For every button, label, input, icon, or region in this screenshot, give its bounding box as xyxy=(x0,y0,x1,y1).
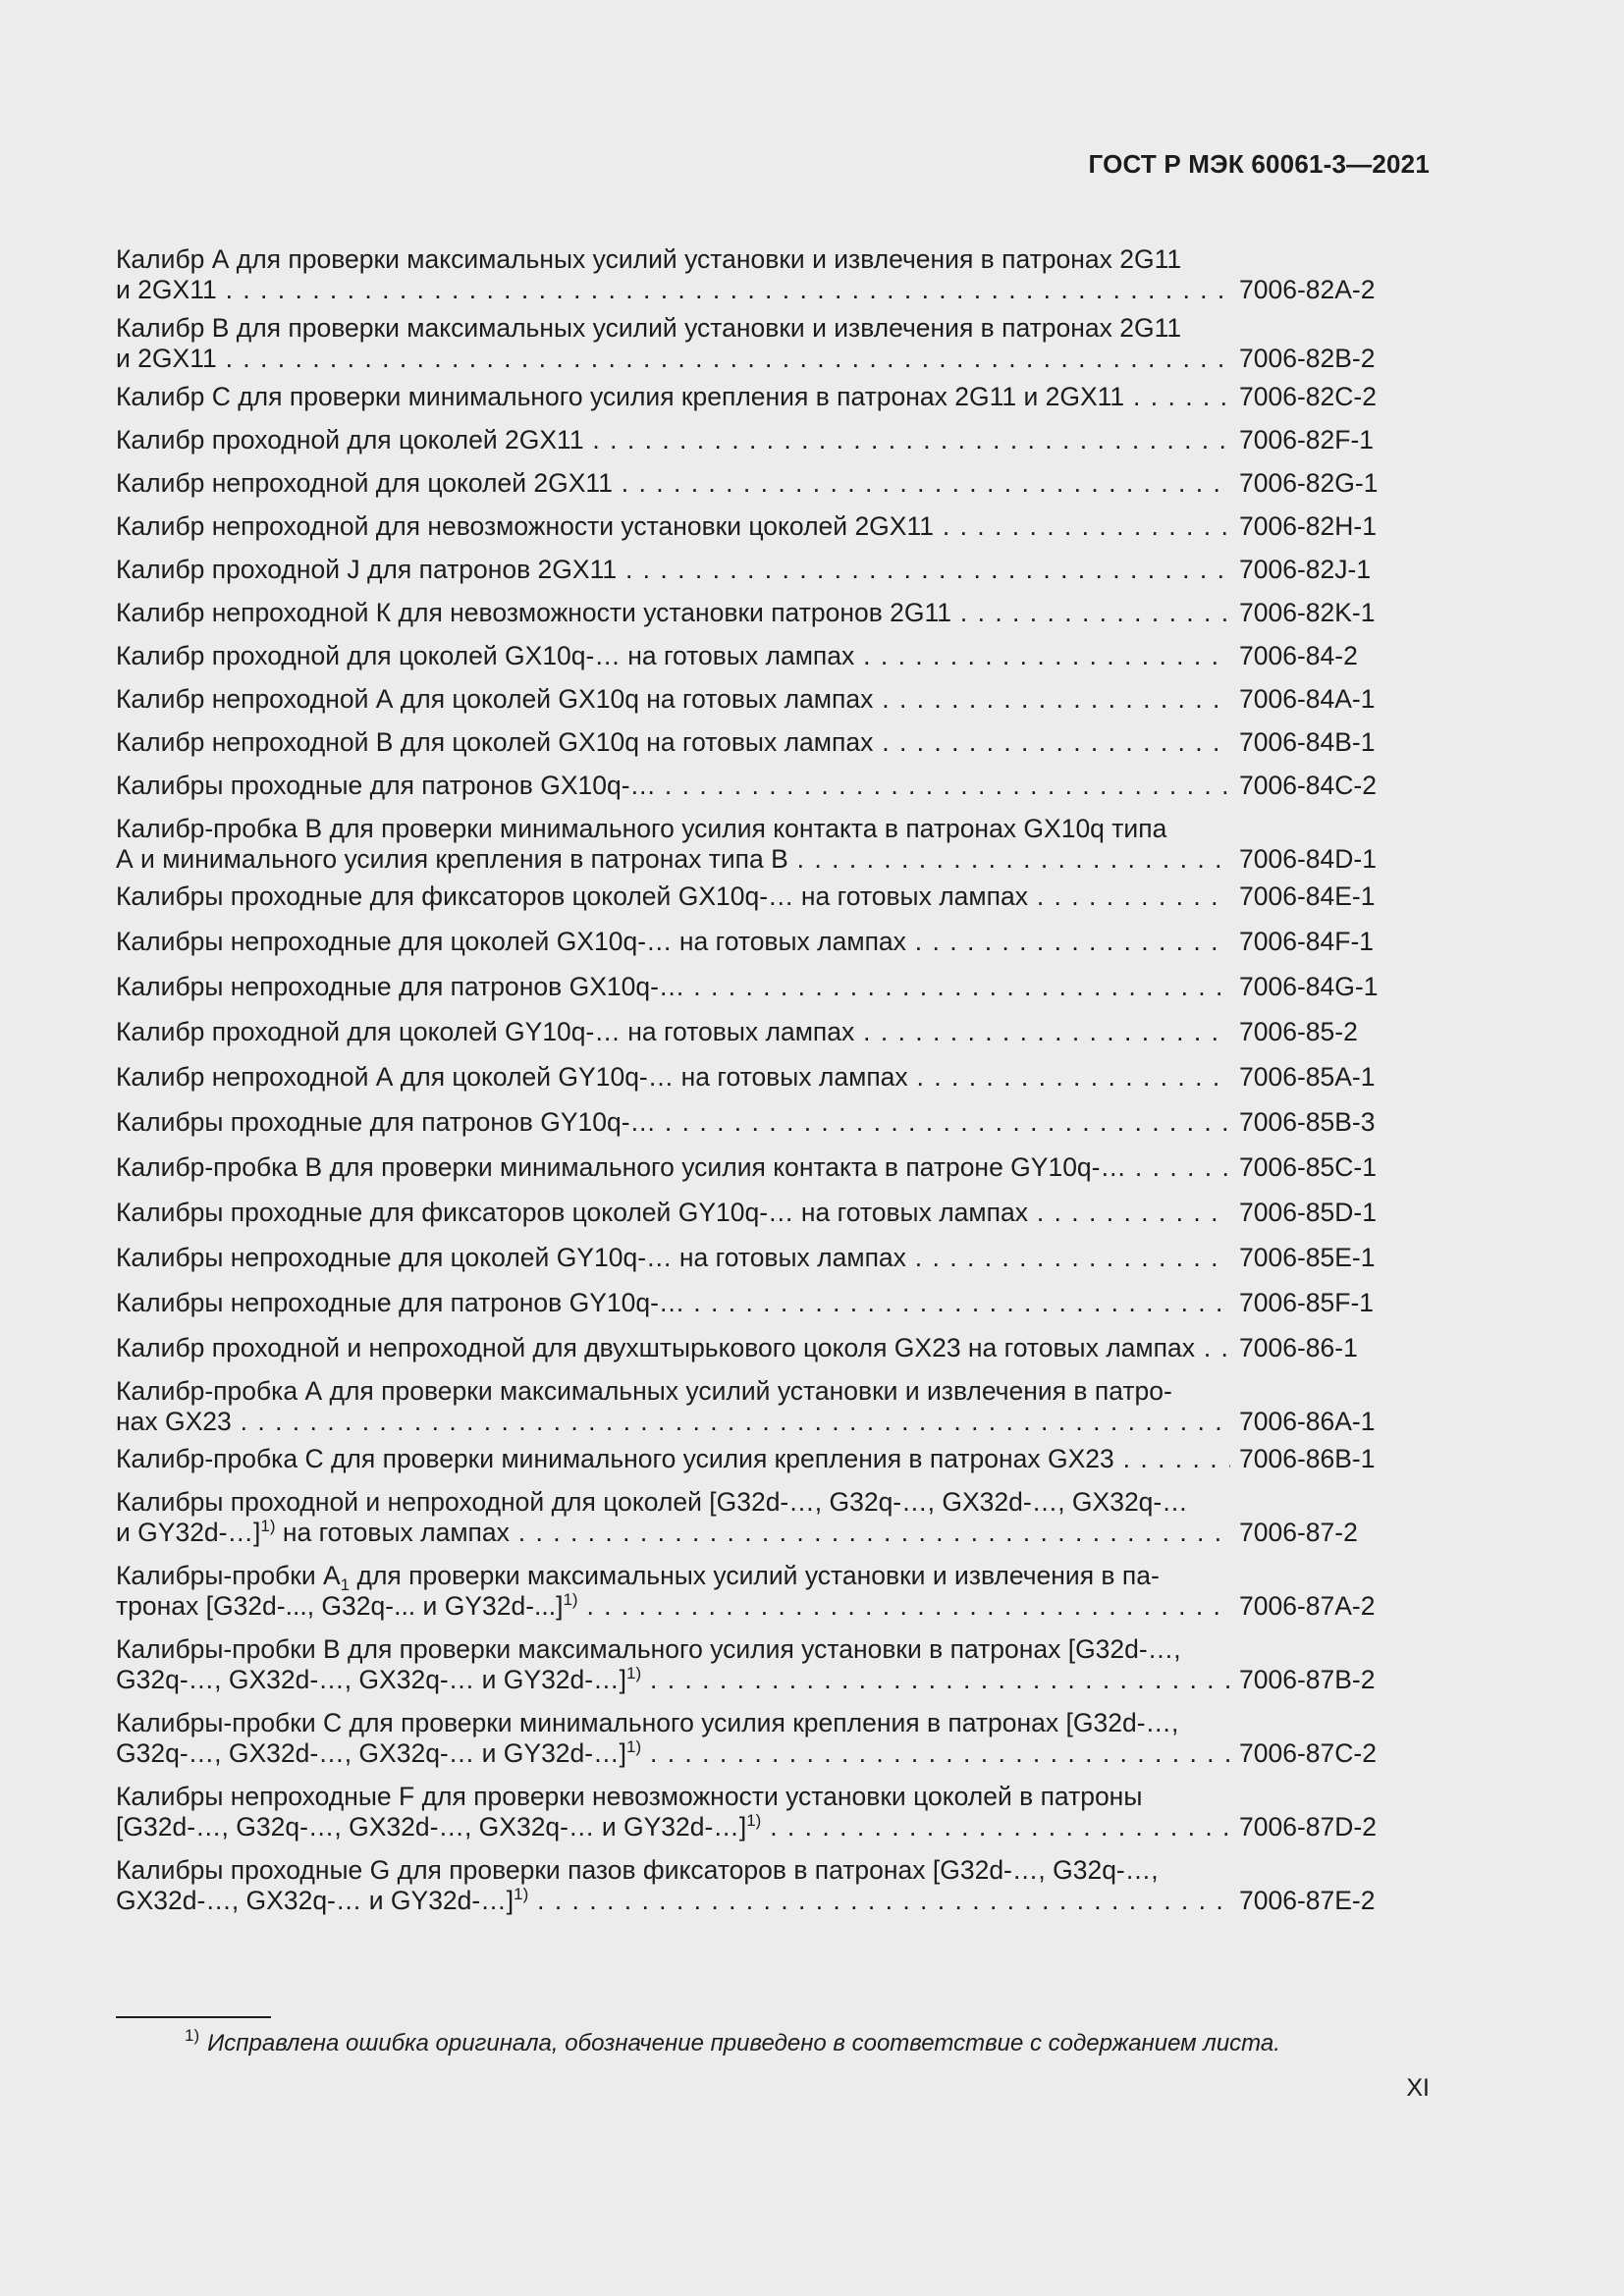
gauge-sheet-number: 7006-85A-1 xyxy=(1239,1062,1376,1092)
entry-title-text: Калибры-пробки А xyxy=(116,1561,341,1590)
footnote-reference: 1) xyxy=(260,1517,276,1535)
entry-title-line xyxy=(116,814,1230,844)
gauge-sheet-number: 7006-82C-2 xyxy=(1239,382,1377,411)
toc-entry xyxy=(116,727,1430,758)
gauge-sheet-number: 7006-86B-1 xyxy=(1239,1444,1376,1473)
toc-entry xyxy=(116,1243,1430,1273)
entry-title-text: Калибр С для проверки минимального усилия крепления в патронах 2G11 и 2GX11 xyxy=(116,382,1125,411)
footnote-reference: 1) xyxy=(514,1885,529,1903)
gauge-sheet-number: 7006-82G-1 xyxy=(1239,468,1379,498)
footnote-reference: 1) xyxy=(625,1737,642,1756)
toc-entry xyxy=(116,468,1430,499)
gauge-sheet-number: 7006-85C-1 xyxy=(1239,1152,1377,1182)
entry-title-text: и 2GX11 xyxy=(116,275,217,304)
entry-title xyxy=(116,771,1230,801)
entry-title-text: Калибр проходной для цоколей GX10q-… на готовых лампах xyxy=(116,641,855,670)
footnote-mark: 1) xyxy=(185,2026,200,2045)
gauge-sheet-number: 7006-87A-2 xyxy=(1239,1591,1376,1621)
footnote-text: Исправлена ошибка оригинала, обозначение приведено в соответствие с содержанием листа. xyxy=(207,2030,1280,2056)
entry-title-line xyxy=(116,1152,1230,1183)
entry-title-text: Калибр проходной J для патронов 2GX11 xyxy=(116,555,618,584)
entry-title xyxy=(116,1561,1230,1622)
toc-entry xyxy=(116,382,1430,412)
toc-entry xyxy=(116,1198,1430,1228)
gauge-sheet-number: 7006-82F-1 xyxy=(1239,425,1375,454)
entry-title xyxy=(116,598,1230,628)
entry-title-line xyxy=(116,1288,1230,1318)
entry-title-text: Калибры-пробки С для проверки минимального усилия крепления в патронах [G32d-…, xyxy=(116,1708,1179,1737)
entry-title-line xyxy=(116,1376,1230,1407)
entry-title-text: А и минимального усилия крепления в патронах типа В xyxy=(116,844,788,874)
entry-title-text: Калибры-пробки В для проверки максимального усилия установки в патронах [G32d-…, xyxy=(116,1634,1181,1664)
entry-title-text: для проверки максимальных усилий установки и извлечения в па- xyxy=(350,1561,1160,1590)
gauge-sheet-number: 7006-87E-2 xyxy=(1239,1886,1376,1915)
entry-title-text: Калибр непроходной для невозможности установки цоколей 2GX11 xyxy=(116,511,934,541)
entry-title-text: Калибр-пробка В для проверки минимального усилия контакта в патроне GY10q-… xyxy=(116,1152,1126,1182)
gauge-sheet-number: 7006-84-2 xyxy=(1239,641,1358,670)
entry-title-text: GX32d-…, GX32q-… и GY32d-…] xyxy=(116,1886,514,1915)
toc-entry xyxy=(116,1855,1430,1916)
entry-title-text: Калибр-пробка В для проверки минимального усилия контакта в патронах GX10q типа xyxy=(116,814,1167,843)
entry-title-text: Калибр В для проверки максимальных усилий установки и извлечения в патронах 2G11 xyxy=(116,313,1182,343)
entry-title-text: Калибр проходной для цоколей GY10q-… на готовых лампах xyxy=(116,1017,855,1046)
entry-title xyxy=(116,1487,1230,1548)
entry-title-line xyxy=(116,1062,1230,1093)
entry-title-text: Калибры проходные G для проверки пазов фиксаторов в патронах [G32d-…, G32q-…, xyxy=(116,1855,1159,1885)
toc-entry xyxy=(116,1561,1430,1622)
entry-title-line xyxy=(116,425,1230,455)
toc-entry xyxy=(116,1444,1430,1474)
toc-entry xyxy=(116,684,1430,715)
entry-title-text: Калибр непроходной В для цоколей GX10q на готовых лампах xyxy=(116,727,874,757)
toc-entry xyxy=(116,555,1430,585)
entry-title xyxy=(116,1634,1230,1695)
toc-entry xyxy=(116,1708,1430,1769)
entry-title-line xyxy=(116,1107,1230,1138)
entry-title-line xyxy=(116,1665,1230,1695)
entry-title-text: Калибр-пробка С для проверки минимального усилия крепления в патронах GX23 xyxy=(116,1444,1114,1473)
toc-entry xyxy=(116,972,1430,1002)
entry-title-line xyxy=(116,1855,1230,1886)
entry-title-line xyxy=(116,1487,1230,1518)
entry-title-line xyxy=(116,1198,1230,1228)
entry-title-text: Калибр непроходной А для цоколей GY10q-… на готовых лампах xyxy=(116,1062,908,1092)
gauge-sheet-number: 7006-87B-2 xyxy=(1239,1665,1376,1694)
entry-title-line xyxy=(116,1708,1230,1738)
gauge-sheet-number: 7006-82B-2 xyxy=(1239,344,1376,373)
gauge-sheet-number: 7006-82K-1 xyxy=(1239,598,1376,627)
entry-title xyxy=(116,468,1230,499)
entry-title-line xyxy=(116,1886,1230,1916)
entry-title-text: Калибры проходные для патронов GY10q-… xyxy=(116,1107,657,1137)
entry-title-line xyxy=(116,1017,1230,1047)
entry-title xyxy=(116,684,1230,715)
gauge-sheet-number: 7006-84C-2 xyxy=(1239,771,1377,800)
entry-title-text: Калибр непроходной А для цоколей GX10q на готовых лампах xyxy=(116,684,874,714)
entry-title-text: Калибры непроходные для патронов GY10q-… xyxy=(116,1288,685,1317)
entry-title-text: Калибры непроходные для цоколей GX10q-… на готовых лампах xyxy=(116,927,906,956)
toc-entry xyxy=(116,244,1430,305)
entry-title-line xyxy=(116,727,1230,758)
gauge-sheet-number: 7006-84D-1 xyxy=(1239,844,1377,874)
footnote-reference: 1) xyxy=(625,1664,642,1682)
entry-title-line xyxy=(116,511,1230,542)
entry-title xyxy=(116,814,1230,875)
entry-title-line xyxy=(116,1591,1230,1622)
entry-title-text: Калибр непроходной К для невозможности установки патронов 2G11 xyxy=(116,598,952,627)
entry-title-text: Калибр проходной для цоколей 2GX11 xyxy=(116,425,584,454)
toc-entry xyxy=(116,1017,1430,1047)
entry-title xyxy=(116,1198,1230,1228)
toc-entry xyxy=(116,771,1430,801)
entry-title-text: G32q-…, GX32d-…, GX32q-… и GY32d-…] xyxy=(116,1738,626,1768)
toc-entry xyxy=(116,1333,1430,1363)
entry-title xyxy=(116,727,1230,758)
entry-title-line xyxy=(116,927,1230,957)
gauge-sheet-number: 7006-86-1 xyxy=(1239,1333,1358,1362)
entry-title-line xyxy=(116,313,1230,344)
toc-entry xyxy=(116,425,1430,455)
entry-title-line xyxy=(116,844,1230,875)
gauge-sheet-number: 7006-85-2 xyxy=(1239,1017,1358,1046)
gauge-sheet-number: 7006-87D-2 xyxy=(1239,1812,1377,1842)
subscript: 1 xyxy=(340,1575,351,1594)
gauge-sheet-number: 7006-84F-1 xyxy=(1239,927,1375,956)
gauge-sheet-number: 7006-84E-1 xyxy=(1239,881,1376,911)
toc-entry xyxy=(116,927,1430,957)
entry-title xyxy=(116,1288,1230,1318)
entry-title xyxy=(116,1708,1230,1769)
entry-title-line xyxy=(116,344,1230,374)
entry-title xyxy=(116,972,1230,1002)
entry-title-line xyxy=(116,1407,1230,1437)
toc-entry xyxy=(116,1062,1430,1093)
entry-title-line xyxy=(116,468,1230,499)
entry-title xyxy=(116,1017,1230,1047)
entry-title-line xyxy=(116,771,1230,801)
toc-entry xyxy=(116,1288,1430,1318)
toc-entry xyxy=(116,1634,1430,1695)
toc-entry xyxy=(116,641,1430,671)
entry-title-line xyxy=(116,1333,1230,1363)
gauge-sheet-number: 7006-87C-2 xyxy=(1239,1738,1377,1768)
entry-title xyxy=(116,382,1230,412)
entry-title-text: [G32d-…, G32q-…, GX32d-…, GX32q-… и GY32d-…] xyxy=(116,1812,747,1842)
entry-title-text: Калибры непроходные для цоколей GY10q-… на готовых лампах xyxy=(116,1243,906,1272)
footnote xyxy=(185,2026,1280,2057)
footnote-divider xyxy=(116,2016,271,2018)
entry-title xyxy=(116,641,1230,671)
entry-title-line xyxy=(116,1782,1230,1812)
entry-title-line xyxy=(116,1738,1230,1769)
entry-title-text: Калибры проходные для патронов GX10q-… xyxy=(116,771,657,800)
entry-title xyxy=(116,1444,1230,1474)
toc-entry xyxy=(116,598,1430,628)
entry-title xyxy=(116,1107,1230,1138)
gauge-sheet-number: 7006-85E-1 xyxy=(1239,1243,1376,1272)
entry-title-line xyxy=(116,1243,1230,1273)
entry-title-text: нах GX23 xyxy=(116,1407,232,1436)
toc-entry xyxy=(116,881,1430,912)
footnote-reference: 1) xyxy=(563,1590,578,1609)
entry-title-line xyxy=(116,641,1230,671)
document-header: ГОСТ Р МЭК 60061-3—2021 xyxy=(1088,149,1430,179)
entry-title xyxy=(116,1152,1230,1183)
gauge-sheet-number: 7006-82A-2 xyxy=(1239,275,1376,304)
entry-title-text: Калибры непроходные для патронов GX10q-… xyxy=(116,972,685,1001)
entry-title xyxy=(116,555,1230,585)
entry-title-text: G32q-…, GX32d-…, GX32q-… и GY32d-…] xyxy=(116,1665,626,1694)
entry-title xyxy=(116,1333,1230,1363)
gauge-sheet-number: 7006-84B-1 xyxy=(1239,727,1376,757)
entry-title-line xyxy=(116,1561,1230,1594)
entry-title-line xyxy=(116,972,1230,1002)
entry-title-line xyxy=(116,275,1230,305)
entry-title xyxy=(116,313,1230,374)
entry-title xyxy=(116,1782,1230,1842)
entry-title xyxy=(116,927,1230,957)
entry-title-line xyxy=(116,555,1230,585)
entry-title xyxy=(116,1376,1230,1437)
toc-entry xyxy=(116,1107,1430,1138)
entry-title-line xyxy=(116,382,1230,412)
entry-title xyxy=(116,1243,1230,1273)
footnote-reference: 1) xyxy=(746,1811,762,1830)
gauge-sheet-number: 7006-85D-1 xyxy=(1239,1198,1377,1227)
gauge-sheet-number: 7006-86A-1 xyxy=(1239,1407,1376,1436)
toc-entry xyxy=(116,1376,1430,1437)
entry-title xyxy=(116,1062,1230,1093)
entry-title-line xyxy=(116,598,1230,628)
entry-title-text: Калибр проходной и непроходной для двухштырькового цоколя GX23 на готовых лампах xyxy=(116,1333,1195,1362)
gauge-sheet-number: 7006-84A-1 xyxy=(1239,684,1376,714)
entry-title-text: Калибры проходной и непроходной для цоколей [G32d-…, G32q-…, GX32d-…, GX32q-… xyxy=(116,1487,1188,1517)
gauge-sheet-number: 7006-82H-1 xyxy=(1239,511,1377,541)
toc-entry xyxy=(116,511,1430,542)
entry-title-line xyxy=(116,881,1230,912)
entry-title-line xyxy=(116,1518,1230,1548)
page-number: XI xyxy=(1406,2074,1430,2102)
entry-title-text: и GY32d-…] xyxy=(116,1518,261,1547)
entry-title xyxy=(116,881,1230,912)
toc-entry xyxy=(116,313,1430,374)
gauge-sheet-number: 7006-84G-1 xyxy=(1239,972,1379,1001)
entry-title-line xyxy=(116,1634,1230,1665)
toc-entry xyxy=(116,1487,1430,1548)
entry-title-line xyxy=(116,1812,1230,1842)
gauge-sheet-number: 7006-85F-1 xyxy=(1239,1288,1375,1317)
entry-title-text: Калибры проходные для фиксаторов цоколей GY10q-… на готовых лампах xyxy=(116,1198,1028,1227)
entry-title-text: и 2GX11 xyxy=(116,344,217,373)
entry-title-text: Калибры проходные для фиксаторов цоколей GX10q-… на готовых лампах xyxy=(116,881,1028,911)
entry-title xyxy=(116,511,1230,542)
gauge-sheet-number: 7006-82J-1 xyxy=(1239,555,1372,584)
entry-title-line xyxy=(116,244,1230,275)
entry-title-text: Калибры непроходные F для проверки невозможности установки цоколей в патроны xyxy=(116,1782,1143,1811)
toc-entry xyxy=(116,1152,1430,1183)
toc-entry xyxy=(116,1782,1430,1842)
entry-title-text: Калибр-пробка А для проверки максимальных усилий установки и извлечения в патро- xyxy=(116,1376,1172,1406)
entry-title-text: тронах [G32d-..., G32q-... и GY32d-...] xyxy=(116,1591,564,1621)
entry-title-text: на готовых лампах xyxy=(275,1518,510,1547)
entry-title xyxy=(116,425,1230,455)
entry-title-line xyxy=(116,684,1230,715)
toc-entry xyxy=(116,814,1430,875)
gauge-list xyxy=(116,232,1430,1916)
entry-title-text: Калибр непроходной для цоколей 2GX11 xyxy=(116,468,613,498)
entry-title xyxy=(116,1855,1230,1916)
entry-title-line xyxy=(116,1444,1230,1474)
entry-title xyxy=(116,244,1230,305)
entry-title-text: Калибр А для проверки максимальных усилий установки и извлечения в патронах 2G11 xyxy=(116,244,1182,274)
gauge-sheet-number: 7006-87-2 xyxy=(1239,1518,1358,1547)
gauge-sheet-number: 7006-85B-3 xyxy=(1239,1107,1376,1137)
